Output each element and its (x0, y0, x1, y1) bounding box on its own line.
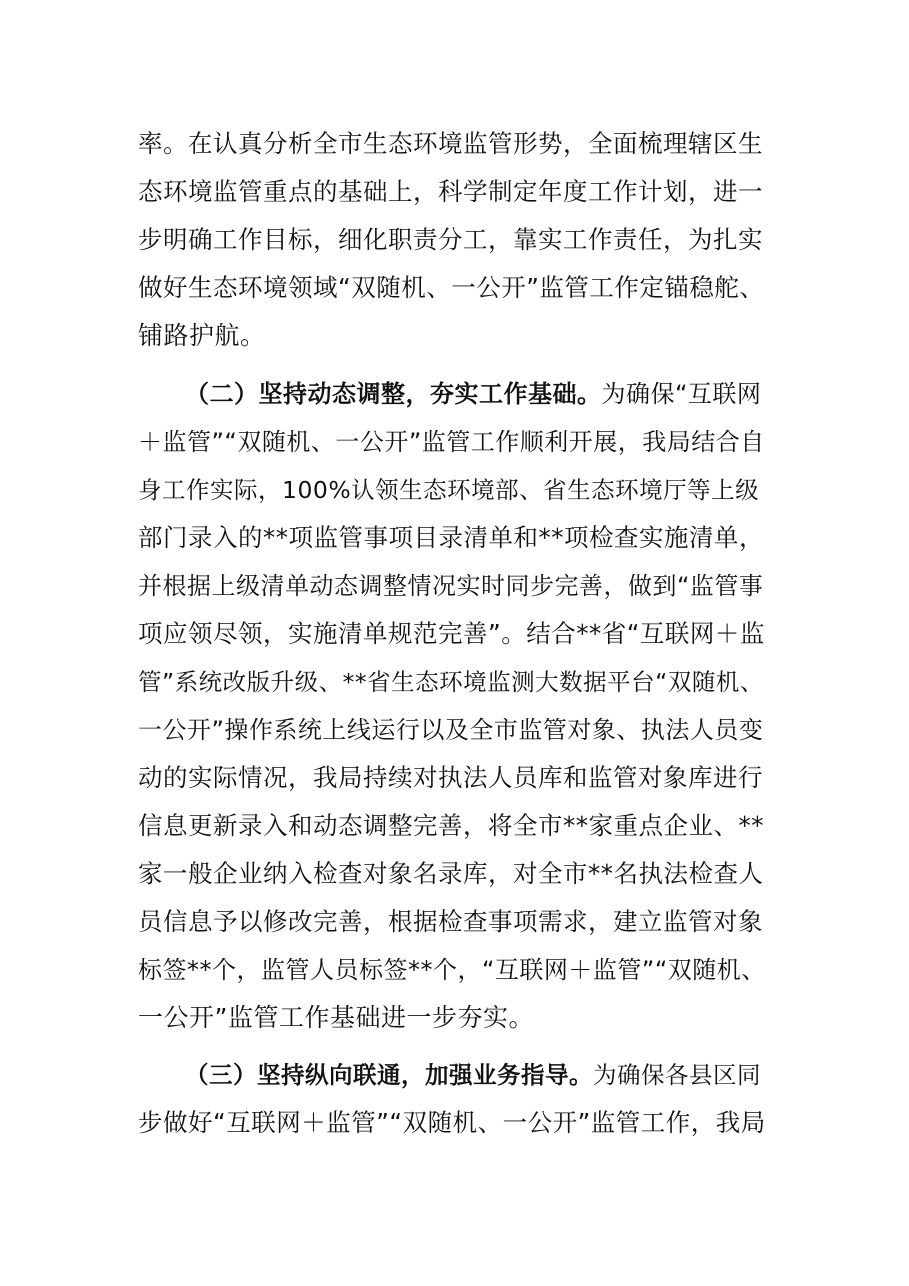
paragraph-line: 家一般企业纳入检查对象名录库，对全市**名执法检查人 (138, 859, 764, 888)
paragraph-line: 一公开”监管工作基础进一步夯实。 (138, 1003, 534, 1032)
paragraph-line: 态环境监管重点的基础上，科学制定年度工作计划，进一 (138, 177, 763, 206)
paragraph-line: 部门录入的**项监管事项目录清单和**项检查实施清单， (138, 523, 764, 552)
paragraph-line: 动的实际情况，我局持续对执法人员库和监管对象库进行 (138, 763, 763, 792)
paragraph-line: 一公开”操作系统上线运行以及全市监管对象、执法人员变 (138, 716, 764, 744)
paragraph-line: 做好生态环境领域“双随机、一公开”监管工作定锚稳舵、 (138, 273, 765, 302)
paragraph-text: 为确保各县区同 (593, 1061, 761, 1089)
paragraph-line: 管”系统改版升级、**省生态环境监测大数据平台“双随机、 (138, 668, 764, 696)
paragraph-line: 并根据上级清单动态调整情况实时同步完善，做到“监管事 (138, 572, 764, 600)
paragraph-line: 信息更新录入和动态调整完善，将全市**家重点企业、** (138, 811, 764, 840)
paragraph-first-line (185, 370, 761, 418)
paragraph-line: 铺路护航。 (138, 321, 266, 350)
section-heading: （二）坚持动态调整，夯实工作基础。 (185, 380, 602, 408)
paragraph-line: ＋监管”“双随机、一公开”监管工作顺利开展，我局结合自 (138, 428, 765, 456)
paragraph-line: 步做好“互联网＋监管”“双随机、一公开”监管工作，我局 (138, 1108, 766, 1137)
paragraph-line: 身工作实际，100%认领生态环境部、省生态环境厅等上级 (138, 476, 760, 504)
paragraph-line: 员信息予以修改完善，根据检查事项需求，建立监管对象 (138, 907, 763, 936)
paragraph-line: 步明确工作目标，细化职责分工，靠实工作责任，为扎实 (138, 225, 763, 254)
paragraph-first-line (185, 1051, 761, 1099)
paragraph-line: 率。在认真分析全市生态环境监管形势，全面梳理辖区生 (138, 129, 763, 158)
paragraph-line: 标签**个，监管人员标签**个，“互联网＋监管”“双随机、 (138, 956, 766, 984)
section-heading: （三）坚持纵向联通，加强业务指导。 (185, 1061, 593, 1089)
paragraph-line: 项应领尽领，实施清单规范完善”。结合**省“互联网＋监 (138, 619, 765, 648)
paragraph-text: 为确保“互联网 (601, 380, 762, 408)
